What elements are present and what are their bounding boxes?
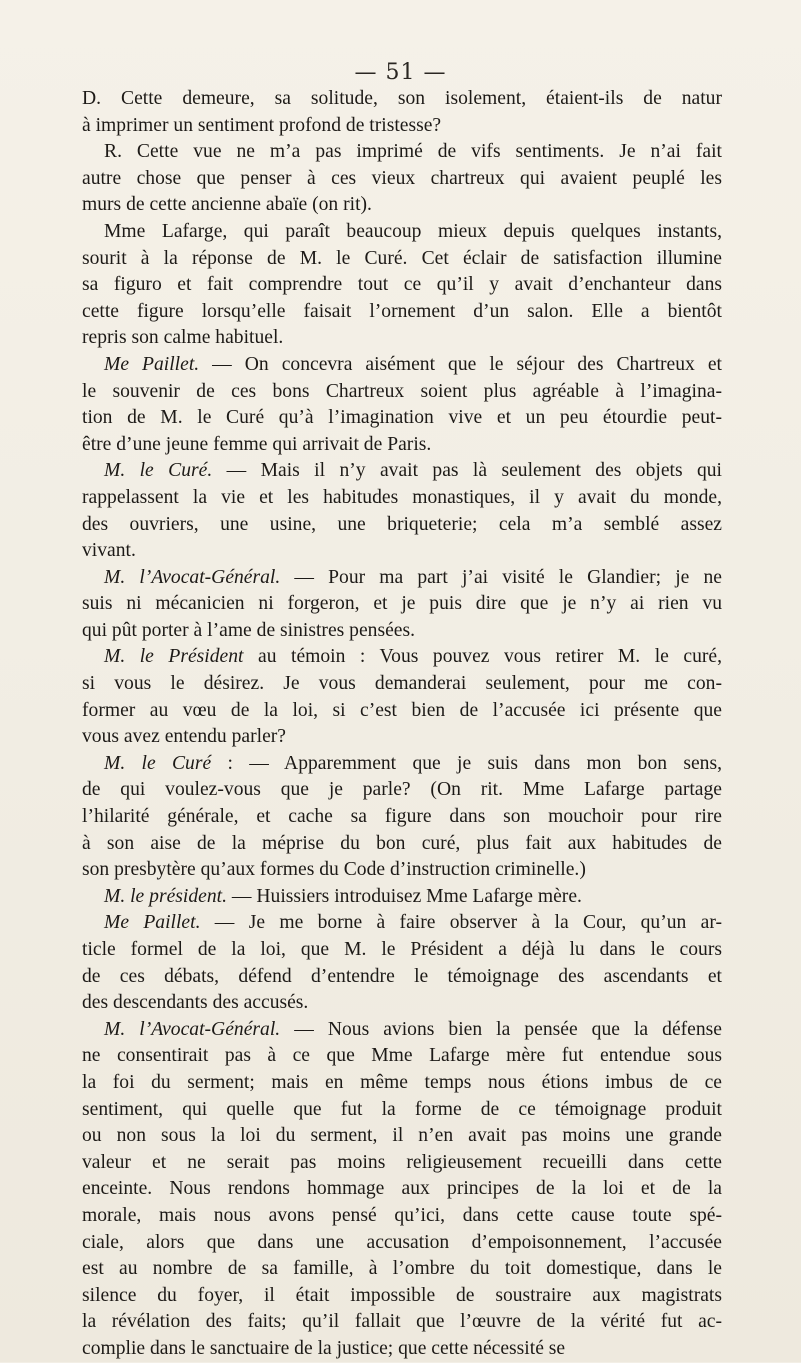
line-text: sourit à la réponse de M. le Curé. Cet éclair de satisfaction illumine	[82, 247, 722, 269]
text-line	[82, 139, 722, 166]
line-text: — Huissiers introduisez Mme Lafarge mère.	[226, 885, 582, 907]
line-text: si vous le désirez. Je vous demanderai seulement, pour me con-	[82, 673, 722, 695]
line-text: valeur et ne serait pas moins religieusement recueilli dans cette	[82, 1151, 722, 1173]
line-text: des ouvriers, une usine, une briqueterie; cela m’a semblé assez	[82, 513, 722, 535]
line-text: est au nombre de sa famille, à l’ombre du toit domestique, dans le	[82, 1258, 722, 1280]
speaker-name: M. le Curé.	[104, 460, 213, 482]
line-text: des descendants des accusés.	[82, 992, 309, 1014]
text-line	[82, 1336, 722, 1363]
line-text: l’hilarité générale, et cache sa figure dans son mouchoir pour rire	[82, 806, 722, 828]
text-line	[82, 325, 722, 352]
text-line	[82, 565, 722, 592]
text-line	[82, 219, 722, 246]
line-text: — Je me borne à faire observer à la Cour, qu’un ar-	[200, 912, 722, 934]
text-line	[82, 671, 722, 698]
text-line	[82, 379, 722, 406]
speaker-name: M. le président.	[104, 885, 227, 907]
text-line	[82, 512, 722, 539]
text-line	[82, 1230, 722, 1257]
line-text: le souvenir de ces bons Chartreux soient plus agréable à l’imagina-	[82, 380, 722, 402]
line-text: la foi du serment; mais en même temps nous étions imbus de ce	[82, 1071, 722, 1093]
line-text: de qui voulez-vous que je parle? (On rit. Mme Lafarge partage	[82, 779, 722, 801]
line-text: ne consentirait pas à ce que Mme Lafarge mère fut entendue sous	[82, 1045, 722, 1067]
line-text: ciale, alors que dans une accusation d’empoisonnement, l’accusée	[82, 1231, 722, 1253]
text-line	[82, 884, 722, 911]
text-line	[82, 1309, 722, 1336]
line-text: D. Cette demeure, sa solitude, son isolement, étaient-ils de natur	[82, 88, 722, 109]
text-line	[82, 591, 722, 618]
text-line	[82, 458, 722, 485]
line-text: enceinte. Nous rendons hommage aux principes de la loi et de la	[82, 1178, 722, 1200]
line-text: — Mais il n’y avait pas là seulement des objets qui	[212, 460, 723, 482]
line-text: : — Apparemment que je suis dans mon bon sens,	[211, 752, 722, 774]
text-line	[82, 1150, 722, 1177]
text-line	[82, 751, 722, 778]
line-text: au témoin : Vous pouvez vous retirer M. le curé,	[243, 646, 722, 668]
line-text: être d’une jeune femme qui arrivait de Paris.	[82, 433, 432, 455]
line-text: vivant.	[82, 540, 136, 562]
text-line	[82, 1256, 722, 1283]
line-text: rappelassent la vie et les habitudes monastiques, il y avait du monde,	[82, 486, 722, 508]
text-line	[82, 1176, 722, 1203]
text-line	[82, 246, 722, 273]
text-line	[82, 405, 722, 432]
text-line	[82, 166, 722, 193]
line-text: la révélation des faits; qu’il fallait que l’œuvre de la vérité fut ac-	[82, 1311, 722, 1333]
page-number: — 51 —	[354, 60, 447, 85]
text-line	[82, 1017, 722, 1044]
text-line	[82, 698, 722, 725]
speaker-name: M. le Curé	[104, 752, 212, 774]
line-text: repris son calme habituel.	[82, 327, 284, 349]
text-line	[82, 1097, 722, 1124]
text-line	[82, 352, 722, 379]
line-text: suis ni mécanicien ni forgeron, et je puis dire que je n’y ai rien vu	[82, 593, 722, 615]
text-line	[82, 964, 722, 991]
text-line	[82, 299, 722, 326]
line-text: son presbytère qu’aux formes du Code d’instruction criminelle.)	[82, 859, 586, 881]
speaker-name: Me Paillet.	[104, 912, 201, 934]
line-text: autre chose que penser à ces vieux chartreux qui avaient peuplé les	[82, 167, 722, 189]
text-line	[82, 86, 722, 113]
text-line	[82, 272, 722, 299]
line-text: qui pût porter à l’ame de sinistres pensées.	[82, 619, 415, 641]
text-line	[82, 618, 722, 645]
text-line	[82, 1070, 722, 1097]
text-line	[82, 804, 722, 831]
line-text: R. Cette vue ne m’a pas imprimé de vifs sentiments. Je n’ai fait	[104, 141, 722, 163]
speaker-name: M. l’Avocat-Général.	[104, 1018, 281, 1040]
text-line	[82, 644, 722, 671]
text-line	[82, 857, 722, 884]
line-text: ticle formel de la loi, que M. le Président a déjà lu dans le cours	[82, 939, 722, 960]
line-text: Mme Lafarge, qui paraît beaucoup mieux depuis quelques instants,	[104, 220, 722, 242]
line-text: — Pour ma part j’ai visité le Glandier; je ne	[280, 566, 722, 588]
text-line	[82, 910, 722, 937]
speaker-name: M. l’Avocat-Général.	[104, 566, 281, 588]
body-text	[82, 86, 722, 1363]
line-text: sentiment, qui quelle que fut la forme de ce témoignage produit	[82, 1098, 722, 1120]
text-line	[82, 990, 722, 1017]
line-text: complie dans le sanctuaire de la justice; que cette nécessité se	[82, 1337, 566, 1359]
line-text: à imprimer un sentiment profond de tristesse?	[82, 114, 442, 136]
line-text: vous avez entendu parler?	[82, 726, 287, 748]
speaker-name: Me Paillet.	[104, 353, 200, 375]
speaker-name: M. le Président	[104, 646, 244, 668]
text-line	[82, 113, 722, 140]
line-text: — On concevra aisément que le séjour des Chartreux et	[199, 353, 722, 375]
text-line	[82, 1203, 722, 1230]
text-line	[82, 724, 722, 751]
text-line	[82, 1283, 722, 1310]
text-line	[82, 485, 722, 512]
line-text: silence du foyer, il était impossible de soustraire aux magistrats	[82, 1284, 722, 1306]
line-text: murs de cette ancienne abaïe (on rit).	[82, 194, 372, 216]
text-line	[82, 192, 722, 219]
text-line	[82, 831, 722, 858]
line-text: — Nous avions bien la pensée que la défense	[280, 1018, 722, 1040]
line-text: sa figuro et fait comprendre tout ce qu’il y avait d’enchanteur dans	[82, 274, 722, 296]
line-text: cette figure lorsqu’elle faisait l’ornement d’un salon. Elle a bientôt	[82, 300, 722, 322]
text-line	[82, 937, 722, 964]
line-text: former au vœu de la loi, si c’est bien de l’accusée ici présente que	[82, 699, 722, 721]
line-text: tion de M. le Curé qu’à l’imagination vive et un peu étourdie peut-	[82, 407, 722, 429]
line-text: ou non sous la loi du serment, il n’en avait pas moins une grande	[82, 1125, 722, 1147]
line-text: morale, mais nous avons pensé qu’ici, dans cette cause toute spé-	[82, 1204, 722, 1226]
line-text: à son aise de la méprise du bon curé, plus fait aux habitudes de	[82, 832, 722, 854]
line-text: de ces débats, défend d’entendre le témoignage des ascendants et	[82, 965, 722, 987]
text-line	[82, 1043, 722, 1070]
text-line	[82, 1123, 722, 1150]
text-line	[82, 538, 722, 565]
text-line	[82, 432, 722, 459]
text-line	[82, 777, 722, 804]
